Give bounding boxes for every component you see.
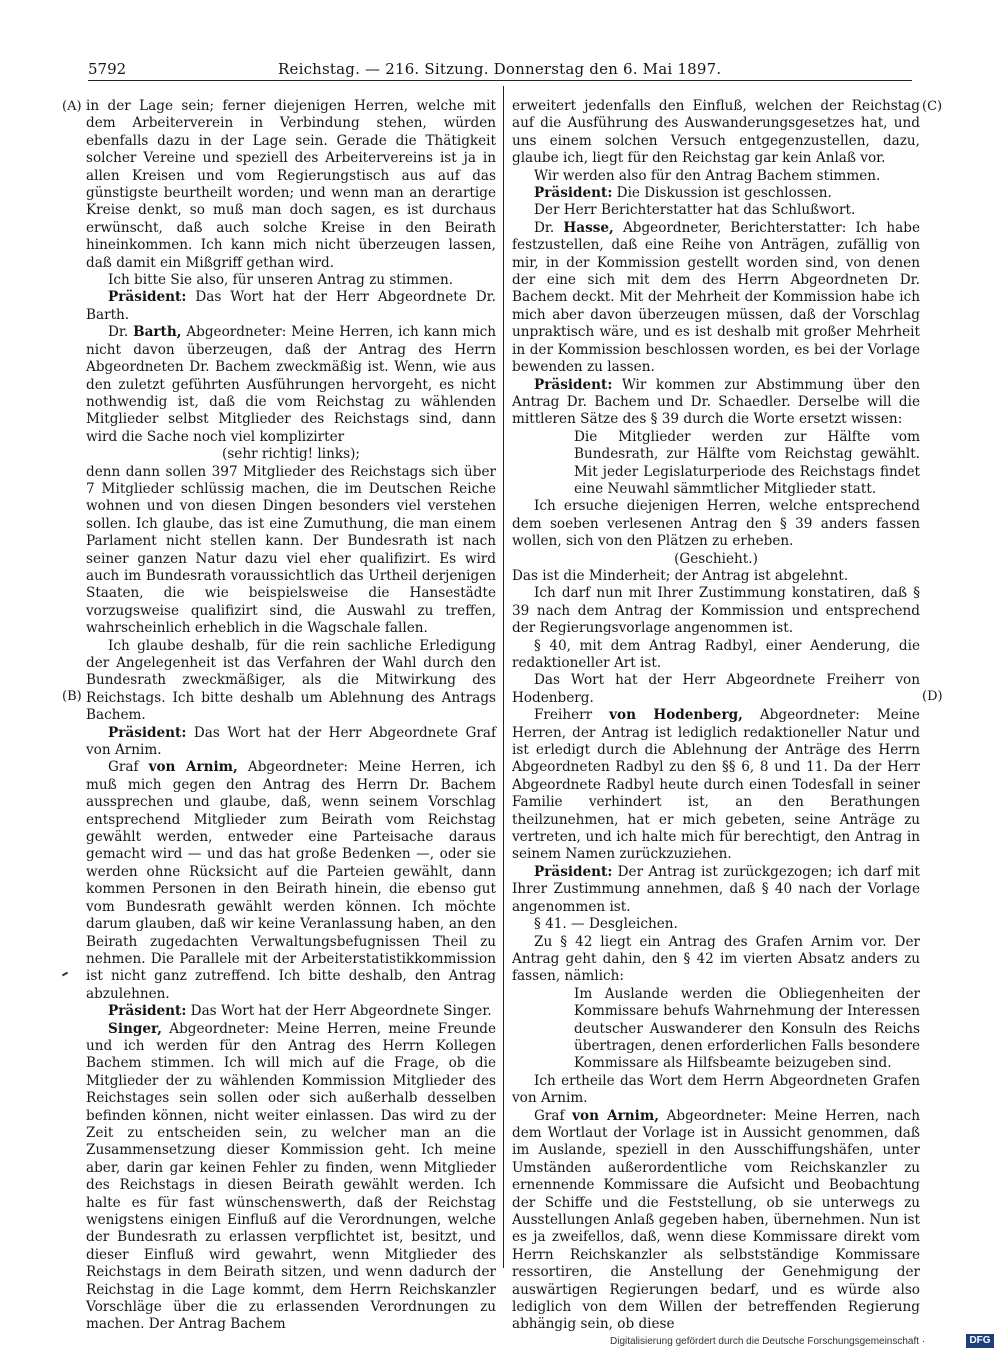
paragraph bbox=[512, 864, 920, 916]
speech-text: Das Wort hat der Herr Abgeordnete Graf von Arnim. bbox=[86, 724, 496, 759]
speech-text: Das Wort hat der Herr Abgeordnete Singer. bbox=[186, 1003, 492, 1020]
paragraph: denn dann sollen 397 Mitglieder des Reichstags sich über 7 Mitglieder schlüssig machen, die im Deutschen Reiche wohnen und von diesen Dingen besonders viel verstehen sollen. Ich glaube, das ist eine Zumuthung, die man einem Parlament nicht stellen kann. Der Bundesrath ist nach seiner ganzen Natur dazu viel eher qualifizirt. Es wird auch im Bundesrath voraussichtlich das Urtheil derjenigen Staaten, die wie beispielsweise die Hansestädte vorzugsweise qualifizirt sind, die Auswahl zu treffen, wahrscheinlich erheblich in die Wagschale fallen. bbox=[86, 463, 496, 637]
quoted-motion: Die Mitglieder werden zur Hälfte vom Bundesrath, zur Hälfte vom Reichstag gewählt. Mit jeder Legislaturperiode des Reichstags findet eine Neuwahl sämmtlicher Mitglieder statt. bbox=[574, 428, 920, 497]
paragraph bbox=[86, 759, 496, 1003]
left-column bbox=[86, 98, 496, 1334]
speaker-name: Hasse, bbox=[563, 219, 614, 236]
page-header bbox=[88, 60, 912, 82]
paragraph bbox=[512, 707, 920, 864]
paragraph: Ich darf nun mit Ihrer Zustimmung konstatiren, daß § 39 nach dem Antrag der Kommission und entsprechend der Regierungsvorlage angenommen ist. bbox=[512, 585, 920, 637]
paragraph: Das ist die Minderheit; der Antrag ist abgelehnt. bbox=[512, 567, 849, 584]
interjection: (Geschieht.) bbox=[674, 550, 758, 567]
speaker-name: von Arnim, bbox=[572, 1107, 659, 1124]
paragraph bbox=[86, 1021, 496, 1334]
speaker-title: Dr. bbox=[108, 324, 134, 341]
speaker-name: von Hodenberg, bbox=[609, 707, 743, 724]
speaker-title: Dr. bbox=[534, 219, 564, 236]
speaker-title: Graf bbox=[108, 759, 149, 776]
paragraph: Ich glaube deshalb, für die rein sachliche Erledigung der Angelegenheit ist das Verfahren der Wahl durch den Bundesrath zweckmäßiger, als die Mitwirkung des Reichstags. Ich bitte deshalb um Ablehnung des Antrags Bachem. bbox=[86, 637, 496, 724]
paragraph: erweitert jedenfalls den Einfluß, welchen der Reichstag auf die Ausführung des Auswanderungsgesetzes hat, und uns einem solchen Versuch entgegenzustellen, dazu, glaube ich, liegt für den Reichstag gar kein Anlaß vor. bbox=[512, 98, 920, 167]
speaker-name: Präsident: bbox=[108, 289, 187, 306]
margin-tick-mark bbox=[62, 972, 68, 977]
paragraph: Wir werden also für den Antrag Bachem stimmen. bbox=[534, 167, 881, 184]
paragraph bbox=[512, 1108, 920, 1334]
right-column bbox=[512, 98, 920, 1334]
speaker-name: Präsident: bbox=[534, 863, 613, 880]
speech-text: Wir kommen zur Abstimmung über den Antrag Dr. Bachem und Dr. Schaedler. Derselbe will die mittleren Sätze des § 39 durch die Worte ersetzt wissen: bbox=[512, 376, 920, 428]
quoted-motion: Im Auslande werden die Obliegenheiten der Kommissare behufs Wahrnehmung der Interessen deutscher Auswanderer den Konsuln des Reichs übertragen, denen erforderlichen Falls besondere Kommissare als Hilfsbeamte beizugeben sind. bbox=[574, 985, 920, 1072]
speaker-title: Graf bbox=[534, 1107, 573, 1124]
paragraph bbox=[512, 220, 920, 377]
speaker-name: Präsident: bbox=[534, 185, 613, 202]
speech-text: Abgeordneter: Meine Herren, nach dem Wortlaut der Vorlage ist in Aussicht genommen, daß im Auslande, speziell in den Ausschiffungshäfen, unter Umständen außerordentliche vom Reichskanzler zu ernennende Kommissare die Aufsicht und Beobachtung der Schiffe und die Feststellung, ob sie unterwegs zu Ausstellungen Anlaß gegeben haben, übernehmen. Nun ist es ja zweifellos, daß, wenn diese Kommissare direkt vom Herrn Reichskanzler als selbstständige Kommissare ressortiren, die Anstellung der Genehmigung der auswärtigen Regierungen bedarf, und es würde also lediglich von dem Willen der betreffenden Regierung abhängig sein, ob diese bbox=[512, 1107, 920, 1333]
interjection: (sehr richtig! links); bbox=[222, 446, 360, 463]
margin-marker-c: (C) bbox=[922, 99, 943, 114]
paragraph bbox=[512, 185, 920, 202]
speaker-name: Präsident: bbox=[534, 376, 613, 393]
speaker-name: von Arnim, bbox=[148, 759, 238, 776]
paragraph bbox=[86, 324, 496, 446]
speech-text: Die Diskussion ist geschlossen. bbox=[612, 185, 832, 202]
speech-text: Abgeordneter, Berichterstatter: Ich habe festzustellen, daß eine Reihe von Anträgen, zufällig von mir, in der Kommission gestellt worden sind, von denen der eine sich mit dem des Herrn Abgeordneten Dr. Bachem deckt. Mit der Mehrheit der Kommission habe ich mich aber davon überzeugen müssen, daß der Vorschlag unpraktisch wäre, und es ist deshalb mit großer Mehrheit in der Kommission beschlossen worden, es bei der Vorlage bewenden zu lassen. bbox=[512, 219, 920, 376]
paragraph: Ich ersuche diejenigen Herren, welche entsprechend dem soeben verlesenen Antrag den § 39 anders fassen wollen, sich von den Plätzen zu erheben. bbox=[512, 498, 920, 550]
paragraph bbox=[86, 289, 496, 324]
column-divider bbox=[503, 86, 504, 1268]
speech-text: Der Antrag ist zurückgezogen; ich darf mit Ihrer Zustimmung annehmen, daß § 40 nach der Vorlage angenommen ist. bbox=[512, 863, 920, 915]
speaker-name: Präsident: bbox=[108, 1003, 187, 1020]
funding-credit: Digitalisierung gefördert durch die Deutsche Forschungsgemeinschaft · bbox=[610, 1336, 926, 1347]
paragraph bbox=[512, 377, 920, 429]
header-rule bbox=[88, 80, 912, 81]
paragraph: Ich ertheile das Wort dem Herrn Abgeordneten Grafen von Arnim. bbox=[512, 1072, 920, 1107]
paragraph: Der Herr Berichterstatter hat das Schlußwort. bbox=[534, 202, 856, 219]
paragraph: Das Wort hat der Herr Abgeordnete Freiherr von Hodenberg. bbox=[512, 672, 920, 706]
paragraph: Zu § 42 liegt ein Antrag des Grafen Arnim vor. Der Antrag geht dahin, den § 42 im vierten Absatz anders zu fassen, nämlich: bbox=[512, 933, 920, 985]
speaker-name: Präsident: bbox=[108, 724, 187, 741]
speaker-name: Barth, bbox=[133, 324, 182, 341]
speaker-name: Singer, bbox=[108, 1020, 162, 1037]
speech-text: Abgeordneter: Meine Herren, der Antrag ist lediglich redaktioneller Natur und ist erledigt durch die Ablehnung der Anträge des Herrn Abgeordneten Radbyl zu den §§ 6, 8 und 11. Da der Herr Abgeordnete Radbyl heute durch einen Todesfall in seiner Familie verhindert ist, an den Berathungen theilzunehmen, hat er mich gebeten, seine Anträge zu vertreten, und ich halte mich für berechtigt, den Antrag in seinem Namen zurückzuziehen. bbox=[512, 707, 920, 863]
dfg-logo: DFG bbox=[966, 1334, 994, 1348]
paragraph: Ich bitte Sie also, für unseren Antrag zu stimmen. bbox=[108, 272, 454, 289]
margin-marker-b: (B) bbox=[62, 689, 82, 704]
margin-marker-d: (D) bbox=[922, 689, 943, 704]
running-title: Reichstag. — 216. Sitzung. Donnerstag den 6. Mai 1897. bbox=[278, 60, 722, 78]
paragraph bbox=[86, 725, 496, 760]
speaker-title: Freiherr bbox=[534, 707, 610, 724]
speech-text: Abgeordneter: Meine Herren, ich muß mich gegen den Antrag des Herrn Dr. Bachem aussprechen und glaube, daß, wenn seinem Vorschlag entsprechend Mitglieder zum Beirath vom Reichstag gewählt werden, entweder eine Parteisache daraus gemacht wird — und das hat große Bedenken —, oder sie werden ohne Rücksicht auf die Parteien gewählt, dann kommen Personen in den Beirath hinein, die ebenso gut vom Bundesrath gewählt werden können. Ich möchte darum glauben, daß wir keine Veranlassung haben, an den Beirath zugedachten Verwaltungsbefugnissen Theil zu nehmen. Die Parallele mit der Arbeiterstatistikkommission ist nicht ganz zutreffend. Ich bitte deshalb, den Antrag abzulehnen. bbox=[86, 759, 496, 1002]
paragraph bbox=[86, 1003, 496, 1020]
speech-text: Das Wort hat der Herr Abgeordnete Dr. Barth. bbox=[86, 289, 496, 323]
paragraph: § 40, mit dem Antrag Radbyl, einer Aenderung, die redaktioneller Art ist. bbox=[512, 637, 920, 671]
speech-text: Abgeordneter: Meine Herren, meine Freunde und ich werden für den Antrag des Herrn Kollegen Bachem stimmen. Ich will mich auf die Frage, ob die Mitglieder der zu wählenden Kommission Mitglieder des Reichstages sein sollen oder sich außerhalb desselben befinden können, nicht weiter einlassen. Das wird zu der Zeit zu entscheiden sein, zu welcher man an die Zusammensetzung dieser Kommission geht. Ich meine aber, darin gar keinen Fehler zu finden, wenn Mitglieder des Reichstags in diesen Beirath gewählt werden. Ich halte es für fast wünschenswerth, daß der Reichstag wenigstens einigen Einfluß auf die Verordnungen, welche der Bundesrath zu erlassen verpflichtet ist, besitzt, und dieser Einfluß wird gewahrt, wenn Mitglieder des Reichstags in dem Beirath sitzen, und wenn dadurch der Reichstag in die Lage kommt, dem Herrn Reichskanzler Vorschläge über die zu erlassenden Verordnungen zu machen. Der Antrag Bachem bbox=[86, 1020, 496, 1333]
page-number: 5792 bbox=[88, 60, 127, 78]
paragraph: § 41. — Desgleichen. bbox=[534, 916, 678, 933]
margin-marker-a: (A) bbox=[62, 99, 82, 114]
speech-text: Abgeordneter: Meine Herren, ich kann mich nicht davon überzeugen, daß der Antrag des Herrn Abgeordneten Dr. Bachem zweckmäßig ist. Wenn, wie aus den zuletzt geführten Ausführungen hervorgeht, es nicht nothwendig ist, daß die vom Reichstag zu wählenden Mitglieder selbst Mitglieder des Reichstags sind, dann wird die Sache noch viel komplizirter bbox=[86, 324, 496, 445]
paragraph: in der Lage sein; ferner diejenigen Herren, welche mit dem Arbeiterverein in Verbindung stehen, würden ebenfalls dazu in der Lage sein. Gerade die Thätigkeit solcher Vereine und speziell des Arbeitervereins ist ja in allen Kreisen und vom Regierungstisch aus auf das günstigste beurtheilt worden; und wenn man an derartige Kreise denkt, so muß man doch sagen, es ist durchaus erwünscht, daß auch solche Kreise in den Beirath hineinkommen. Ich kann mich nicht überzeugen lassen, daß damit ein Mißgriff gethan wird. bbox=[86, 98, 496, 271]
